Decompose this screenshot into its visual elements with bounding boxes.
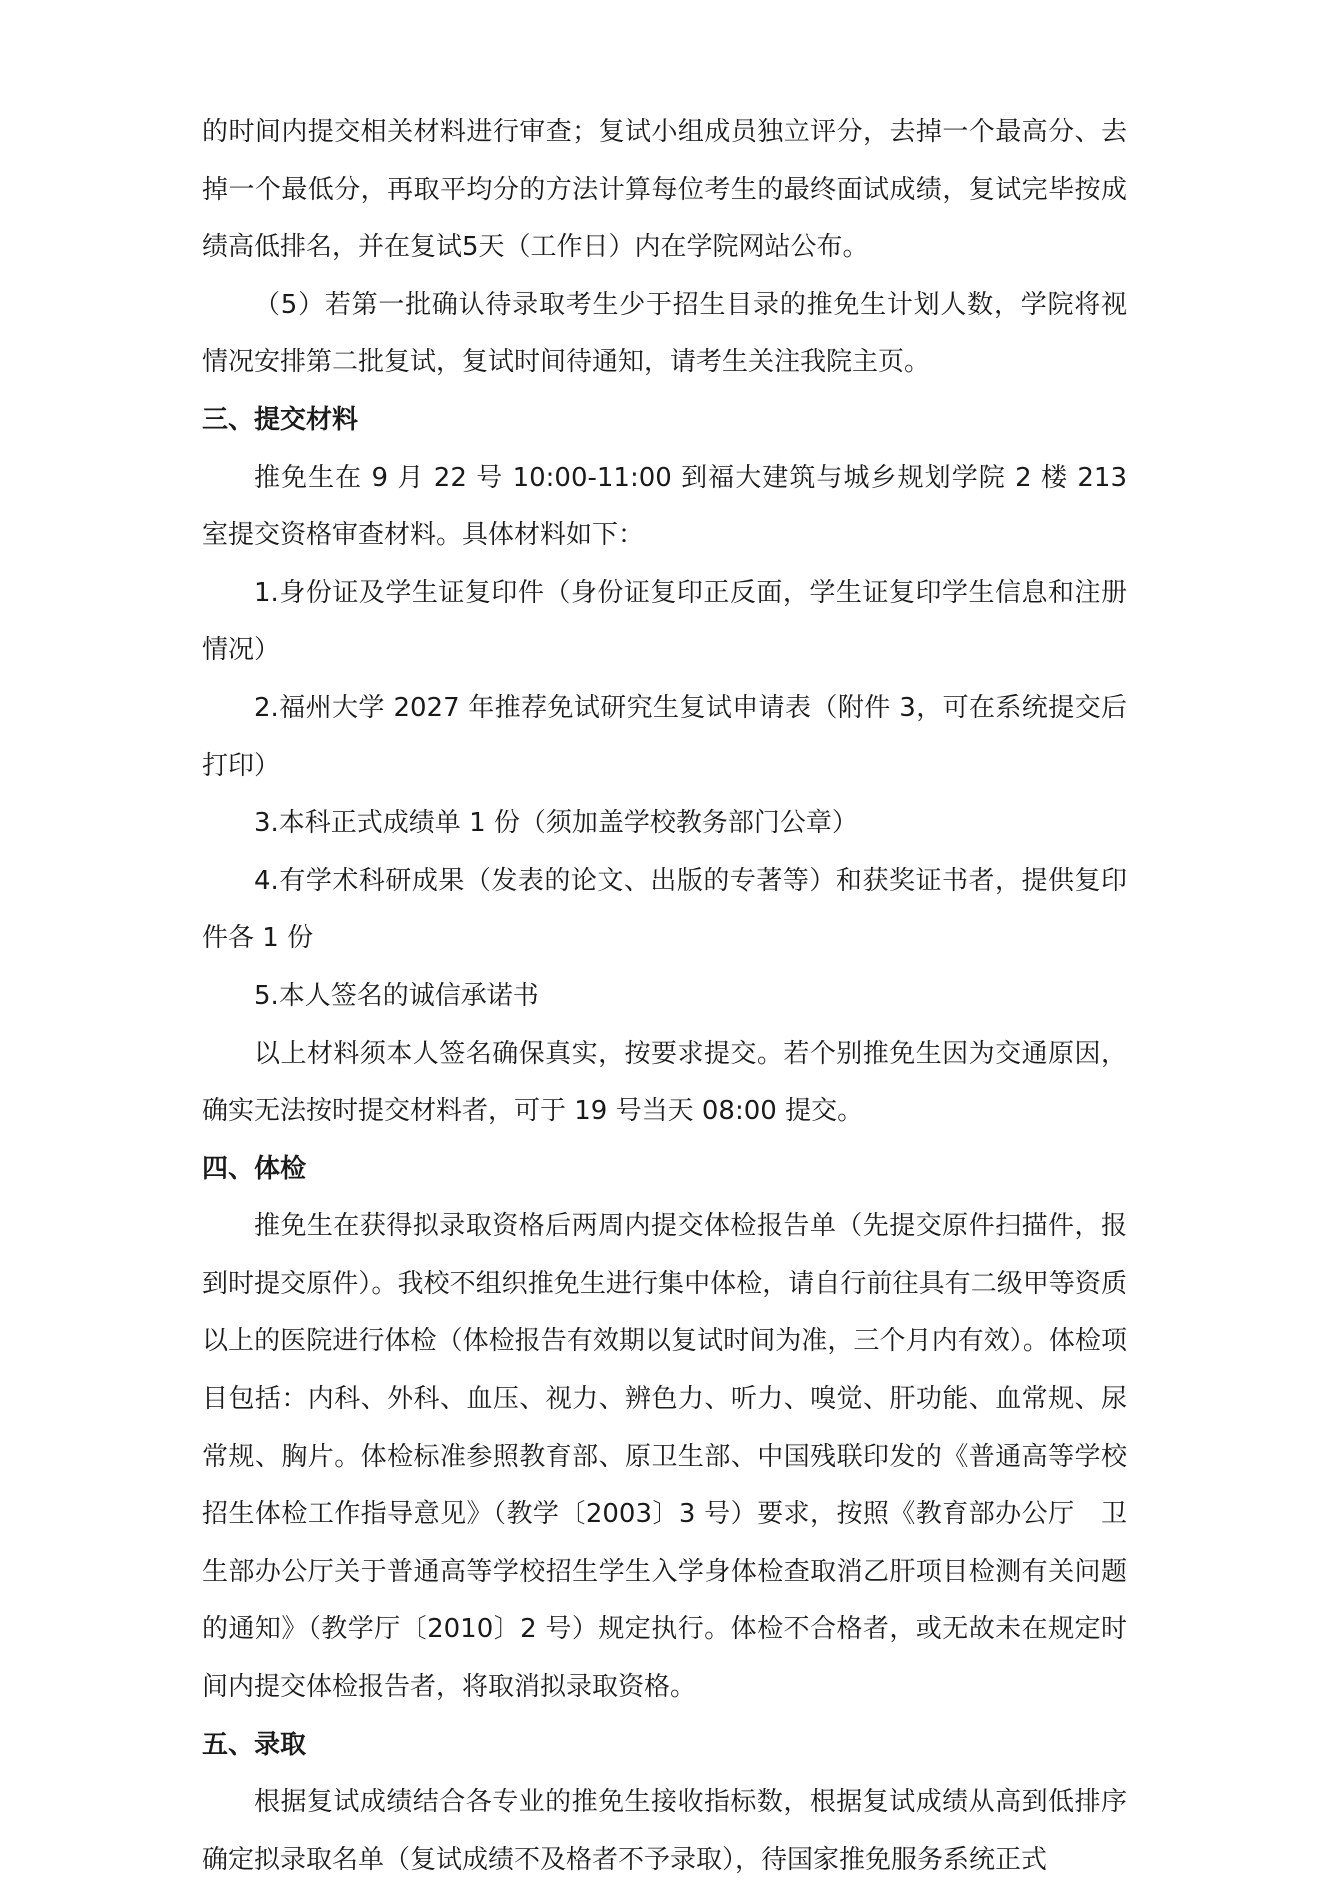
- paragraph-physical-exam: 推免生在获得拟录取资格后两周内提交体检报告单（先提交原件扫描件，报到时提交原件）。我校不组织推免生进行集中体检，请自行前往具有二级甲等资质以上的医院进行体检（体检报告有效期以复试时间为准，三个月内有效）。体检项目包括：内科、外科、血压、视力、辨色力、听力、嗅觉、肝功能、血常规、尿常规、胸片。体检标准参照教育部、原卫生部、中国残联印发的《普通高等学校招生体检工作指导意见》（教学〔2003〕3 号）要求，按照《教育部办公厅 卫生部办公厅关于普通高等学校招生学生入学身体检查取消乙肝项目检测有关问题的通知》（教学厅〔2010〕2 号）规定执行。体检不合格者，或无故未在规定时间内提交体检报告者，将取消拟录取资格。: [202, 1211, 1127, 1703]
- document-page: [202, 104, 1127, 1889]
- paragraph-admission: 根据复试成绩结合各专业的推免生接收指标数，根据复试成绩从高到低排序确定拟录取名单（复试成绩不及格者不予录取），待国家推免服务系统正式: [202, 1787, 1127, 1875]
- section-heading-physical-exam: 四、体检: [202, 1153, 307, 1184]
- section-heading-materials: 三、提交材料: [202, 404, 359, 435]
- list-item-application-form: 2.福州大学 2027 年推荐免试研究生复试申请表（附件 3，可在系统提交后打印）: [202, 692, 1127, 781]
- list-item-id-copies: 1.身份证及学生证复印件（身份证复印正反面，学生证复印学生信息和注册情况）: [202, 577, 1127, 666]
- list-item-research-results: 4.有学术科研成果（发表的论文、出版的专著等）和获奖证书者，提供复印件各 1 份: [202, 865, 1127, 954]
- list-item-transcript: 3.本科正式成绩单 1 份（须加盖学校教务部门公章）: [254, 808, 858, 839]
- paragraph-second-batch: （5）若第一批确认待录取考生少于招生目录的推免生计划人数，学院将视情况安排第二批复试，复试时间待通知，请考生关注我院主页。: [202, 289, 1127, 378]
- list-item-integrity-pledge: 5.本人签名的诚信承诺书: [254, 980, 539, 1011]
- paragraph-submission-time: 推免生在 9 月 22 号 10:00-11:00 到福大建筑与城乡规划学院 2 楼 213 室提交资格审查材料。具体材料如下：: [202, 462, 1127, 551]
- section-heading-admission: 五、录取: [202, 1729, 307, 1760]
- paragraph-materials-note: 以上材料须本人签名确保真实，按要求提交。若个别推免生因为交通原因，确实无法按时提交材料者，可于 19 号当天 08:00 提交。: [202, 1038, 1127, 1127]
- paragraph-review-scoring: 的时间内提交相关材料进行审查；复试小组成员独立评分，去掉一个最高分、去掉一个最低分，再取平均分的方法计算每位考生的最终面试成绩，复试完毕按成绩高低排名，并在复试5天（工作日）内在学院网站公布。: [202, 117, 1127, 263]
